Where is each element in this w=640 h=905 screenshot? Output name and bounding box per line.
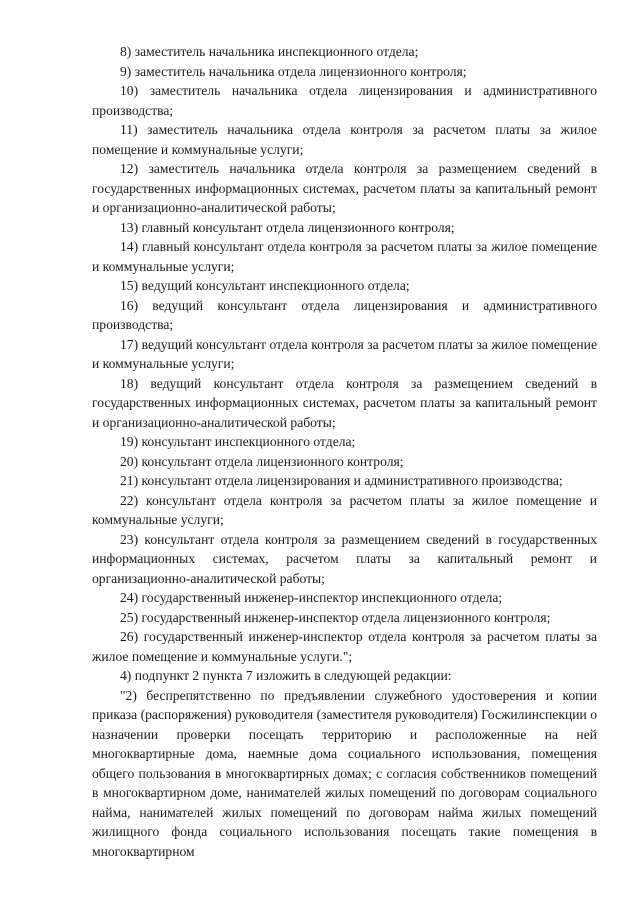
list-item-12: 12) заместитель начальника отдела контроля за размещением сведений в государственных информационных системах, расчетом платы за капитальный ремонт и организационно-аналитической работы;: [92, 161, 597, 215]
list-item-8: 8) заместитель начальника инспекционного отдела;: [120, 44, 419, 59]
list-item-23: 23) консультант отдела контроля за размещением сведений в государственных информационных системах, расчетом платы за капитальный ремонт и организационно-аналитической работы;: [92, 531, 597, 586]
list-item-25: 25) государственный инженер-инспектор отдела лицензионного контроля;: [120, 609, 551, 625]
list-item-14: 14) главный консультант отдела контроля за расчетом платы за жилое помещение и коммунальные услуги;: [92, 239, 597, 274]
list-item-24: 24) государственный инженер-инспектор инспекционного отдела;: [120, 590, 503, 605]
list-item-16: 16) ведущий консультант отдела лицензирования и административного производства;: [92, 297, 597, 332]
list-item-9: 9) заместитель начальника отдела лицензионного контроля;: [120, 63, 467, 79]
list-item-19: 19) консультант инспекционного отдела;: [120, 434, 356, 449]
list-item-20: 20) консультант отдела лицензионного контроля;: [120, 453, 404, 469]
document-body: [92, 42, 597, 861]
list-item-15: 15) ведущий консультант инспекционного отдела;: [120, 278, 410, 293]
list-item-26: 26) государственный инженер-инспектор отдела контроля за расчетом платы за жилое помещение и коммунальные услуги.";: [92, 629, 597, 664]
list-item-18: 18) ведущий консультант отдела контроля за размещением сведений в государственных информационных системах, расчетом платы за капитальный ремонт и организационно-аналитической работы;: [92, 375, 597, 430]
amendment-subpoint-4: 4) подпункт 2 пункта 7 изложить в следующей редакции:: [120, 668, 452, 683]
list-item-22: 22) консультант отдела контроля за расчетом платы за жилое помещение и коммунальные услуги;: [92, 492, 597, 527]
amendment-text: "2) беспрепятственно по предъявлении служебного удостоверения и копии приказа (распоряжения) руководителя (заместителя руководителя) Госжилинспекции о назначении проверки посещать территорию и расположенные на ней многоквартирные дома, наемные дома социального использования, помещения общего пользования в многоквартирных домах; с согласия собственников помещений в многоквартирном доме, нанимателей жилых помещений по договорам социального найма, нанимателей жилых помещений по договорам найма жилых помещений жилищного фонда социального использования посещать такие помещения в многоквартирном: [92, 687, 597, 859]
list-item-13: 13) главный консультант отдела лицензионного контроля;: [120, 219, 455, 235]
list-item-17: 17) ведущий консультант отдела контроля за расчетом платы за жилое помещение и коммунальные услуги;: [92, 336, 597, 371]
list-item-21: 21) консультант отдела лицензирования и административного производства;: [120, 473, 563, 488]
list-item-11: 11) заместитель начальника отдела контроля за расчетом платы за жилое помещение и коммунальные услуги;: [92, 122, 597, 157]
list-item-10: 10) заместитель начальника отдела лицензирования и административного производства;: [92, 83, 597, 118]
